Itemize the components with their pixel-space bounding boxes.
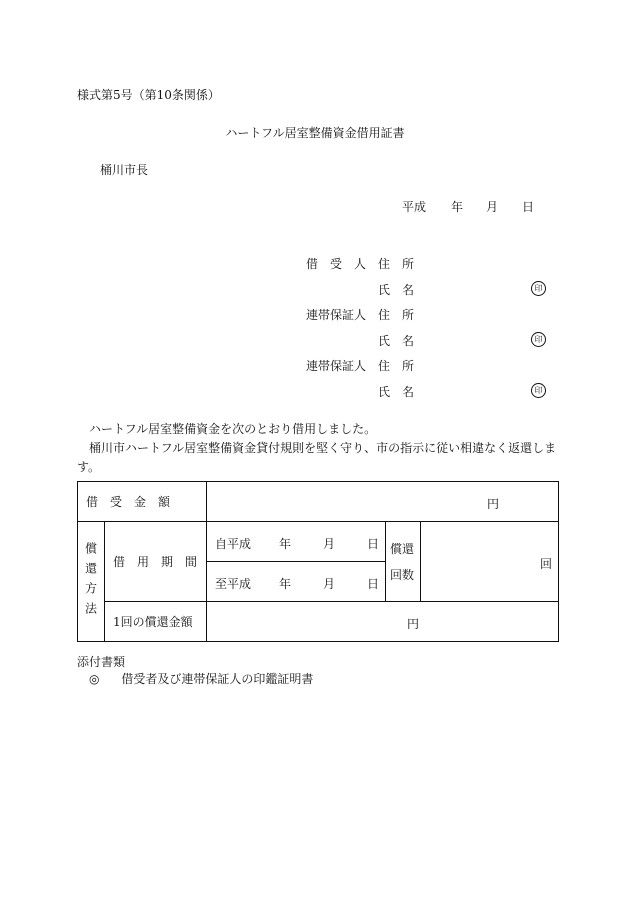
party-name-label: 氏 名 — [378, 334, 415, 348]
seal-mark: 印 — [531, 383, 546, 398]
party-address-label: 住 所 — [378, 308, 415, 322]
per-payment-value — [207, 602, 559, 642]
loan-table — [77, 481, 559, 642]
from-label: 自平成 — [215, 537, 252, 551]
period-from — [207, 522, 386, 562]
party-name-label: 氏 名 — [378, 385, 415, 399]
body-line-1: ハートフル居室整備資金を次のとおり借用しました。 — [89, 422, 377, 436]
yen-unit: 円 — [407, 617, 420, 631]
from-day: 日 — [367, 537, 380, 551]
form-number: 様式第5号（第10条関係） — [77, 88, 220, 102]
from-month: 月 — [323, 537, 336, 551]
addressee: 桶川市長 — [100, 163, 149, 177]
date-year: 年 — [451, 200, 464, 214]
to-month: 月 — [323, 577, 336, 591]
seal-mark: 印 — [531, 332, 546, 347]
times-unit: 回 — [540, 557, 553, 571]
repayment-method-label: 償還方法 — [78, 522, 105, 642]
party-address-label: 住 所 — [378, 257, 415, 271]
seal-mark: 印 — [531, 281, 546, 296]
period-to — [207, 562, 386, 602]
to-label: 至平成 — [215, 577, 252, 591]
repayment-count-value — [421, 522, 559, 602]
repayment-count-label: 償還 回数 — [386, 522, 421, 602]
date-month: 月 — [486, 200, 499, 214]
party-name-label: 氏 名 — [378, 283, 415, 297]
yen-unit: 円 — [487, 497, 500, 511]
party-role: 連帯保証人 — [306, 308, 367, 322]
per-payment-label: 1回の償還金額 — [105, 602, 207, 642]
date-era: 平成 — [402, 200, 427, 214]
to-day: 日 — [367, 577, 380, 591]
document-title: ハートフル居室整備資金借用証書 — [225, 126, 405, 140]
loan-amount-label: 借 受 金 額 — [78, 482, 207, 522]
attachment-item — [89, 670, 313, 687]
body-line-3: す。 — [77, 460, 101, 474]
party-role: 連帯保証人 — [306, 359, 367, 373]
body-line-2: 桶川市ハートフル居室整備資金貸付規則を堅く守り、市の指示に従い相違なく返還しま — [89, 441, 557, 455]
period-label: 借 用 期 間 — [105, 522, 207, 602]
from-year: 年 — [279, 537, 292, 551]
party-address-label: 住 所 — [378, 359, 415, 373]
attachment-text: 借受者及び連帯保証人の印鑑証明書 — [121, 672, 314, 686]
loan-amount-value — [207, 482, 559, 522]
date-day: 日 — [522, 200, 535, 214]
to-year: 年 — [279, 577, 292, 591]
attachments-heading: 添付書類 — [77, 655, 126, 669]
party-role: 借 受 人 — [306, 257, 367, 271]
bullet-icon: ◎ — [89, 672, 100, 686]
